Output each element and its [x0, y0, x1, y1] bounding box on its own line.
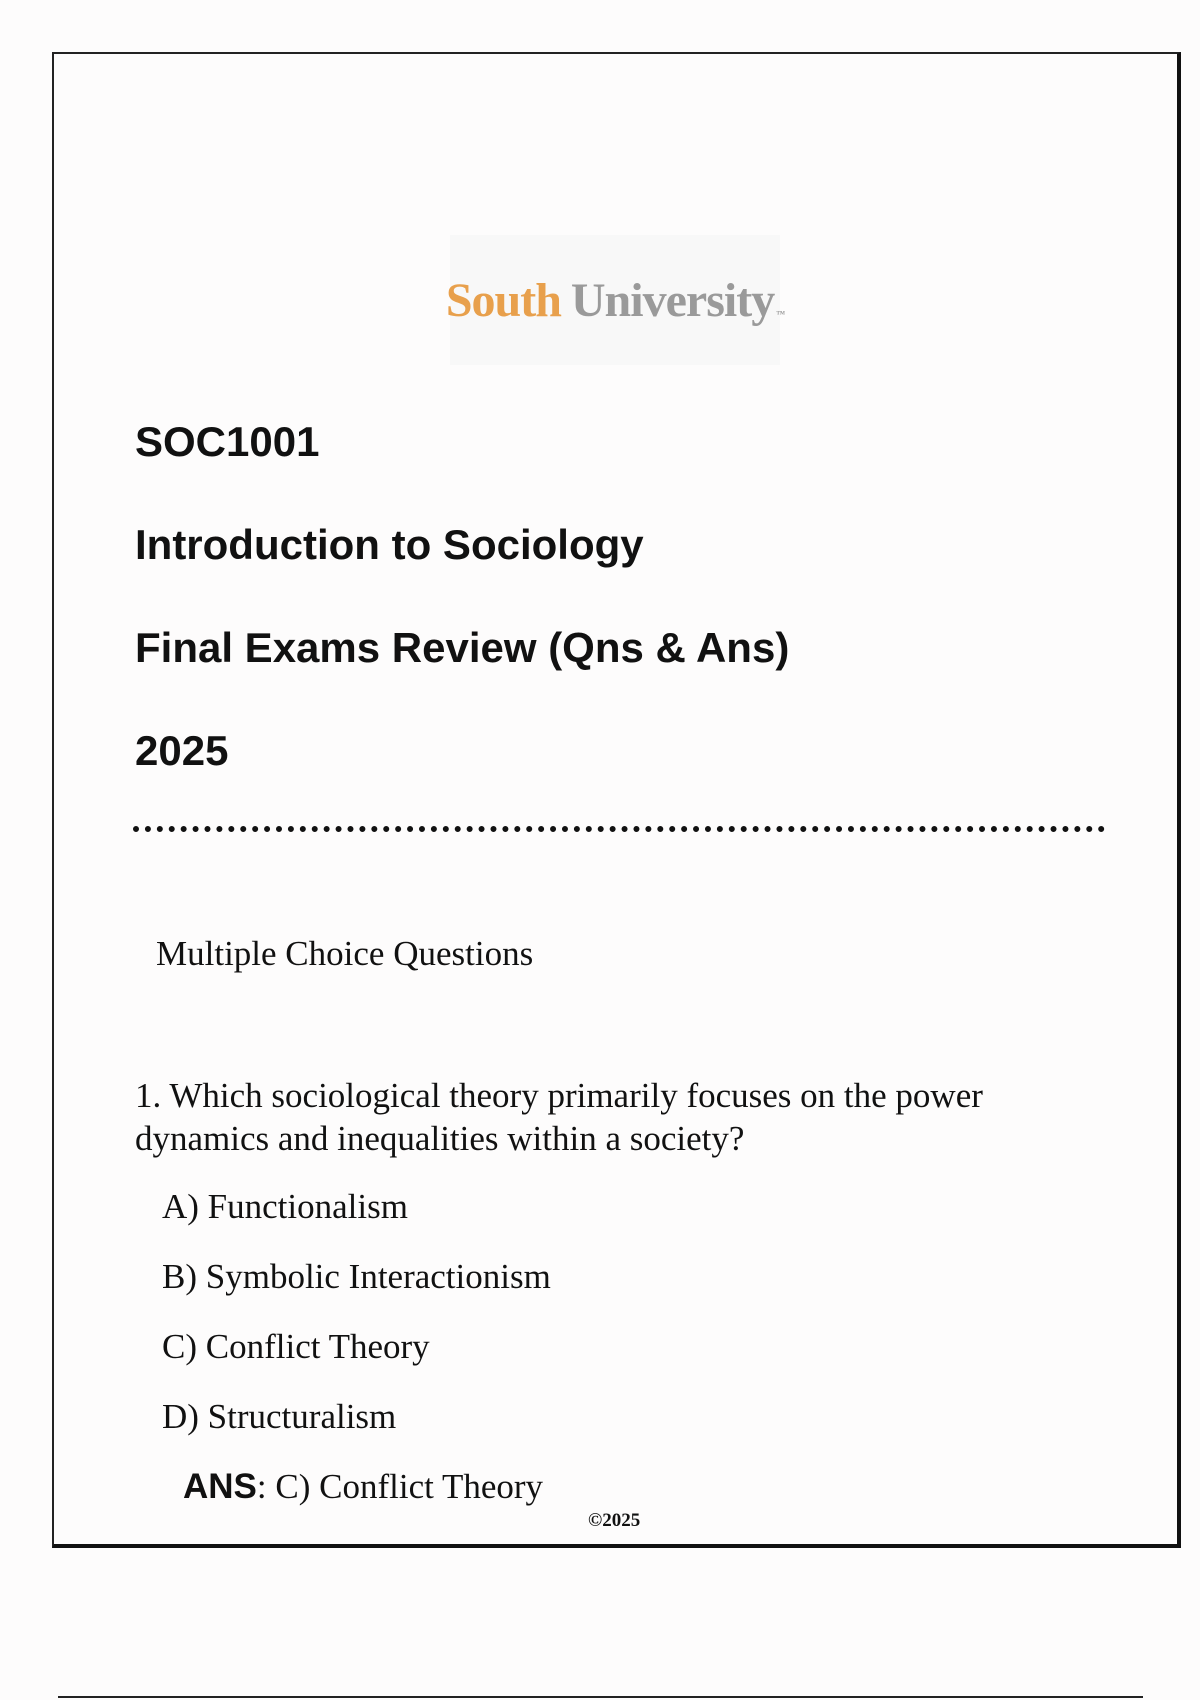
answer-text: : C) Conflict Theory — [256, 1467, 544, 1506]
course-title: Introduction to Sociology — [135, 521, 644, 568]
document-year: 2025 — [135, 727, 229, 774]
answer-line — [183, 1467, 543, 1507]
logo-trademark: ™ — [776, 309, 785, 319]
logo-word-university: University — [570, 273, 775, 327]
question-text: Which sociological theory primarily focuses on the power dynamics and inequalities within a society? — [135, 1076, 983, 1158]
copyright-notice: ©2025 — [588, 1510, 641, 1531]
option-b: B) Symbolic Interactionism — [162, 1257, 551, 1296]
dotted-divider — [133, 826, 1105, 832]
south-university-logo — [445, 235, 785, 365]
answer-label: ANS — [183, 1467, 257, 1506]
question-number: 1. — [135, 1076, 162, 1115]
bottom-rule — [58, 1696, 1143, 1698]
section-title: Multiple Choice Questions — [156, 934, 534, 973]
document-title: Final Exams Review (Qns & Ans) — [135, 624, 790, 671]
option-a: A) Functionalism — [162, 1187, 408, 1226]
course-code: SOC1001 — [135, 418, 320, 465]
question-1 — [135, 1074, 1075, 1160]
option-d: D) Structuralism — [162, 1397, 397, 1436]
option-c: C) Conflict Theory — [162, 1327, 430, 1366]
logo-word-south: South — [445, 273, 561, 327]
